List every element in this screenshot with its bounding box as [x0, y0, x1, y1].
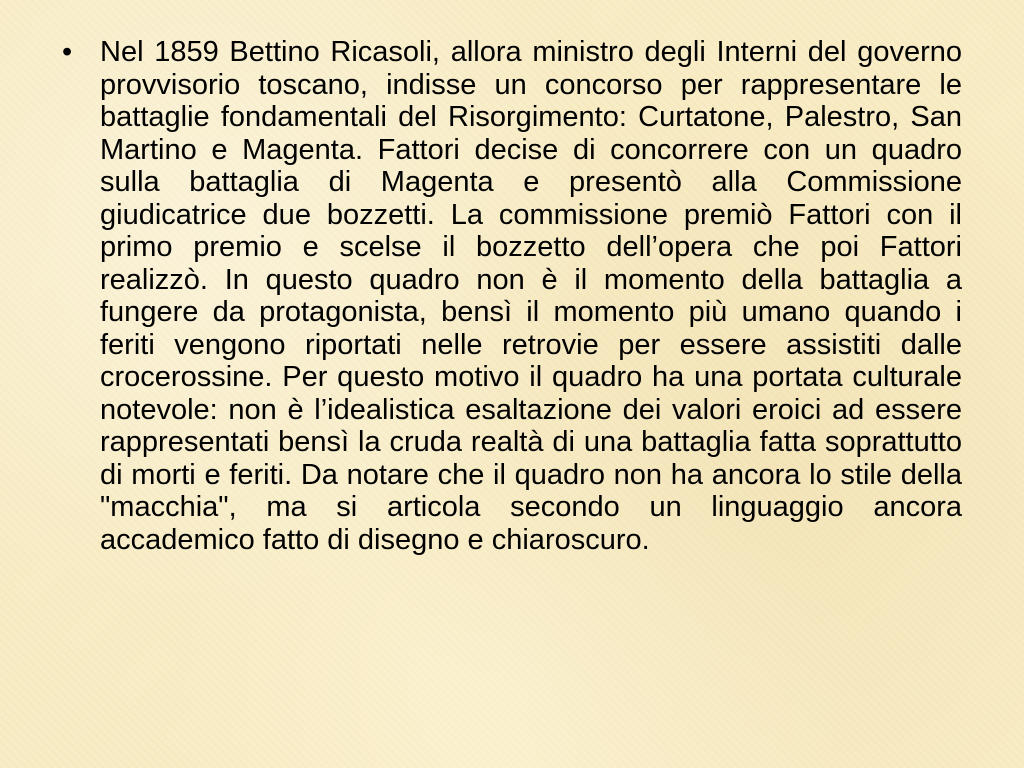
bullet-item — [62, 36, 962, 556]
paragraph-text: Nel 1859 Bettino Ricasoli, allora ministro degli Interni del governo provvisorio toscano, indisse un concorso per rappresentare le battaglie fondamentali del Risorgimento: Curtatone, Palestro, San Martino e Magenta. Fattori decise di concorrere con un quadro sulla battaglia di Magenta e presentò alla Commissione giudicatrice due bozzetti. La commissione premiò Fattori con il primo premio e scelse il bozzetto dell’opera che poi Fattori realizzò. In questo quadro non è il momento della battaglia a fungere da protagonista, bensì il momento più umano quando i feriti vengono riportati nelle retrovie per essere assistiti dalle crocerossine. Per questo motivo il quadro ha una portata culturale notevole: non è l’idealistica esaltazione dei valori eroici ad essere rappresentati bensì la cruda realtà di una battaglia fatta soprattutto di morti e feriti. Da notare che il quadro non ha ancora lo stile della "macchia", ma si articola secondo un linguaggio ancora accademico fatto di disegno e chiaroscuro. — [100, 36, 962, 556]
bullet-icon: • — [62, 36, 73, 68]
bullet-list — [62, 36, 962, 556]
